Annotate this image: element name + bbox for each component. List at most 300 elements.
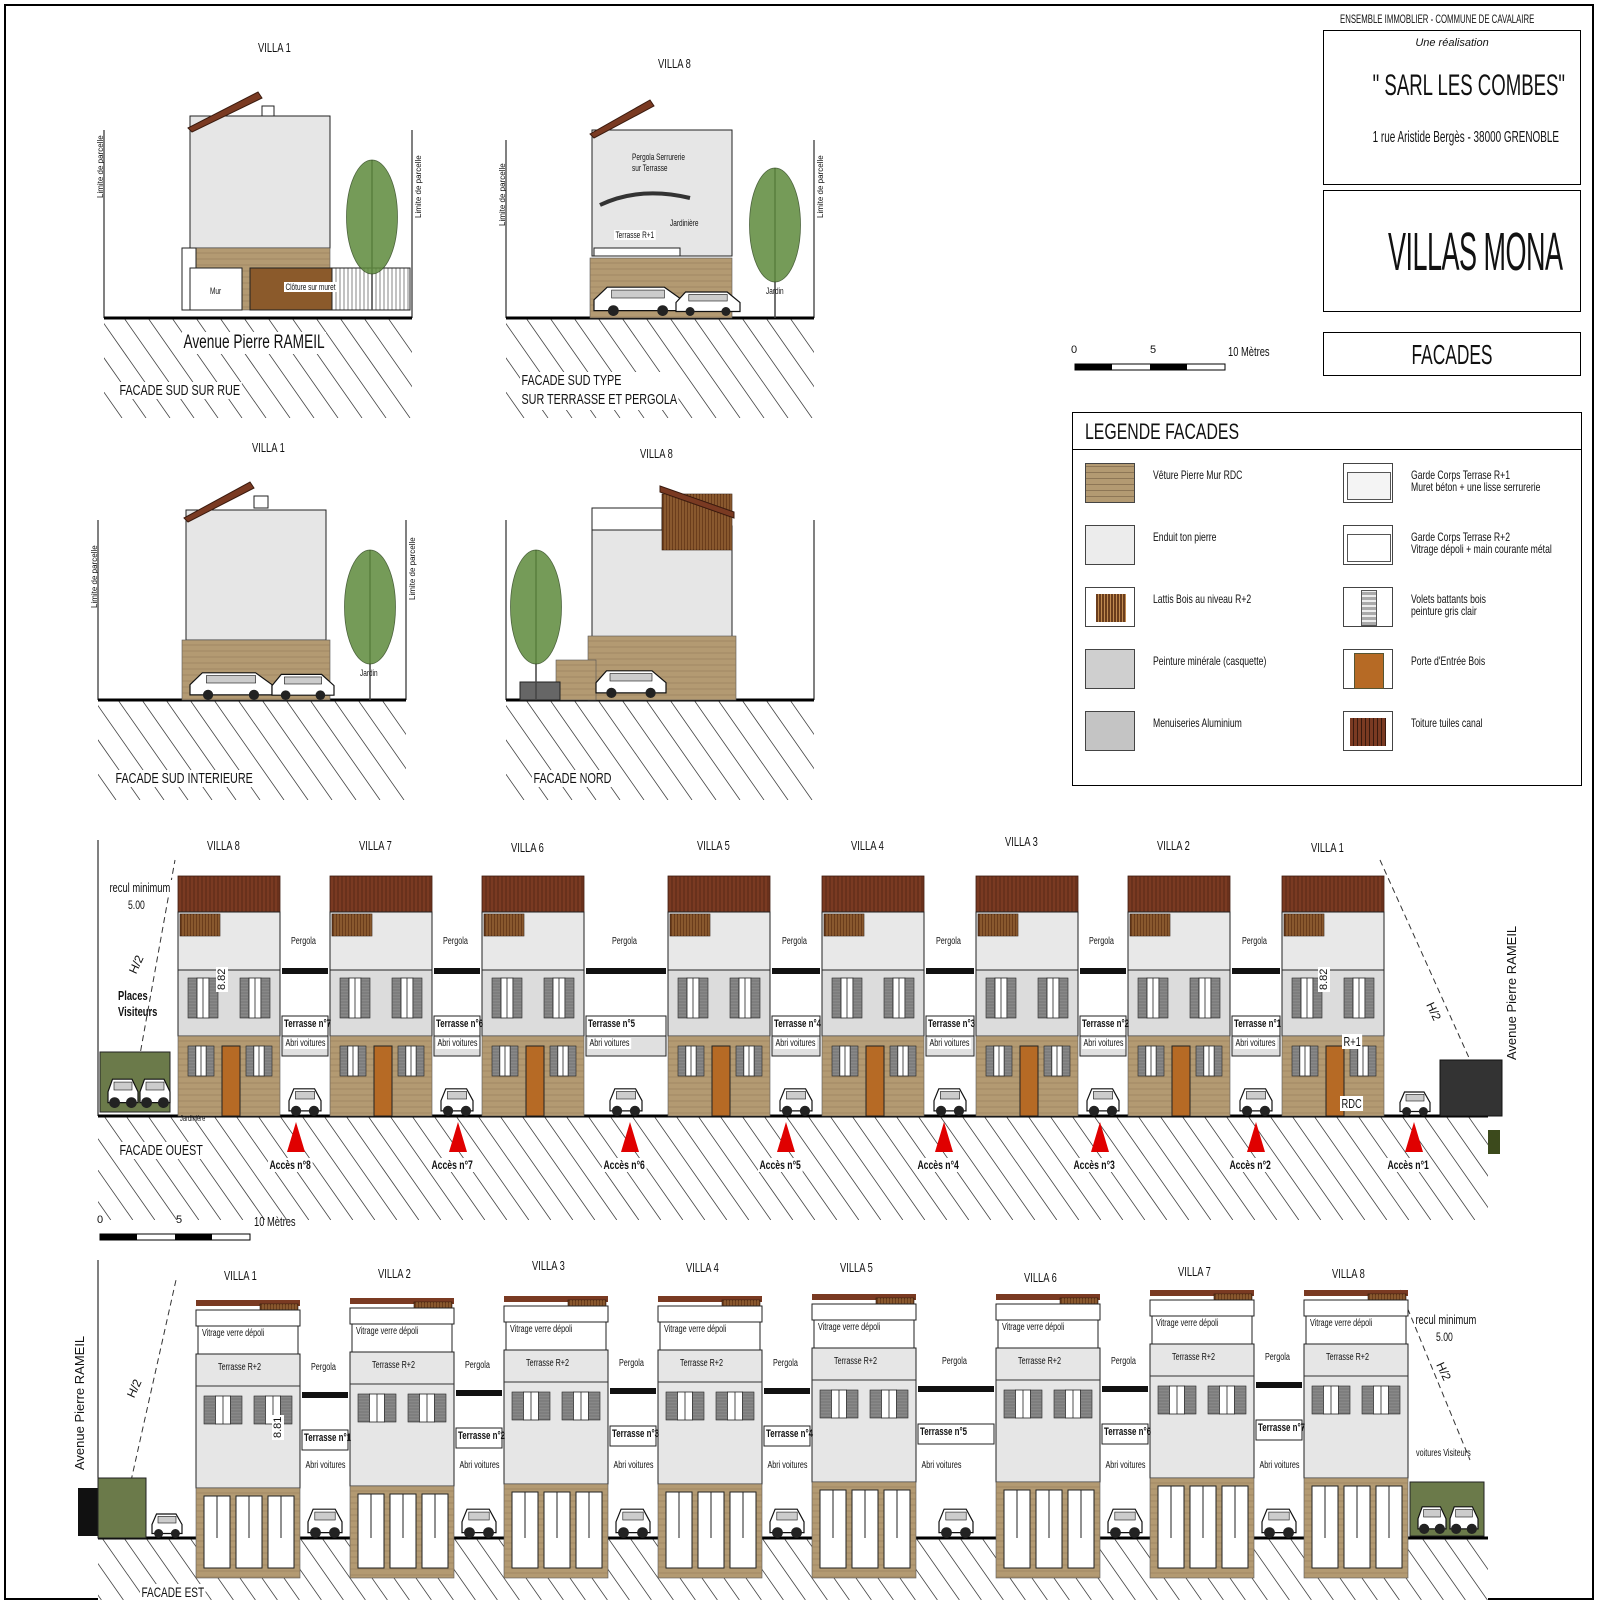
roof-tiles	[178, 876, 280, 912]
pergola-bar	[456, 1390, 502, 1396]
hatch-line	[406, 318, 476, 418]
pergola-label: Pergola	[1089, 936, 1114, 947]
window-with-shutters	[204, 1396, 242, 1424]
glass-rail	[1150, 1300, 1254, 1316]
car	[1108, 1509, 1142, 1538]
legend-swatch-alu	[1085, 711, 1135, 751]
window-with-shutters	[1350, 1046, 1376, 1076]
terrasse-r2-label: Terrasse R+2	[218, 1362, 262, 1373]
villa-block	[504, 1296, 608, 1578]
hatch-line	[430, 700, 500, 800]
vitrage-label: Vitrage verre dépoli	[356, 1326, 419, 1337]
sheet-title-box	[1323, 332, 1581, 376]
villa-title: VILLA 4	[686, 1260, 719, 1275]
window-with-shutters	[666, 1392, 704, 1420]
elev1-villa-title: VILLA 1	[258, 40, 291, 55]
window-with-shutters	[1158, 1386, 1196, 1414]
entry-door	[1172, 1046, 1190, 1116]
entry-door	[1020, 1046, 1038, 1116]
hatch-line	[0, 1116, 67, 1220]
roof-tiles	[668, 876, 770, 912]
car-wheel	[1242, 1106, 1252, 1116]
chimney	[262, 106, 274, 116]
car-window	[469, 1512, 489, 1520]
hatch-line	[1512, 1116, 1585, 1220]
roof-tiles	[1128, 876, 1230, 912]
terrasse-r2-label: Terrasse R+2	[372, 1360, 416, 1371]
car-window	[295, 1092, 314, 1099]
jardiniere-label: Jardinière	[180, 1114, 206, 1123]
roof-tiles	[1282, 876, 1384, 912]
hatch-line	[1532, 1538, 1575, 1600]
ground-elev-4	[406, 700, 840, 800]
car-wheel	[443, 1106, 453, 1116]
entry-door	[374, 1046, 392, 1116]
hatch-line	[58, 1538, 101, 1600]
window-with-shutters	[832, 1046, 858, 1076]
visitors-label: voitures Visiteurs	[1416, 1448, 1471, 1459]
villa-title: VILLA 8	[1332, 1266, 1365, 1281]
window-with-shutters	[870, 1390, 908, 1418]
pergola-bar	[926, 968, 974, 974]
car-window	[447, 1092, 466, 1099]
pergola-label: Pergola	[1242, 936, 1267, 947]
car-window	[1115, 1512, 1135, 1520]
pergola-label: Pergola	[465, 1360, 490, 1371]
access-label: Accès n°7	[431, 1158, 473, 1172]
hatch-line	[838, 700, 840, 800]
recul-value: 5.00	[1436, 1330, 1453, 1344]
ground-elev-3	[0, 700, 572, 800]
terrasse-r2-label: Terrasse R+2	[526, 1358, 570, 1369]
car	[939, 1509, 973, 1538]
hatch-line	[406, 700, 476, 800]
access-label: Accès n°1	[1387, 1158, 1429, 1172]
car-wheel	[800, 1106, 810, 1116]
terrace-label: Terrasse R+1	[615, 230, 655, 240]
car-wheel	[1402, 1107, 1411, 1116]
legend-title: LEGENDE FACADES	[1085, 419, 1240, 444]
car-wheel	[1283, 1527, 1294, 1538]
roof-tiles	[976, 876, 1078, 912]
glass-rail	[1304, 1300, 1408, 1316]
villa-block	[996, 1294, 1100, 1578]
window-with-shutters	[1312, 1386, 1350, 1414]
villa-render-wall	[186, 510, 326, 640]
h2-slope-line	[1380, 860, 1470, 1060]
car-wheel	[171, 1529, 180, 1538]
window-with-shutters	[1190, 978, 1220, 1018]
roof-base	[482, 876, 584, 912]
villa-block	[1304, 1290, 1408, 1578]
window-with-shutters	[512, 1392, 550, 1420]
elev2-villa-title: VILLA 8	[658, 56, 691, 71]
vitrage-label: Vitrage verre dépoli	[1310, 1318, 1373, 1329]
scale-mid-5: 5	[176, 1214, 183, 1226]
vitrage-label: Vitrage verre dépoli	[510, 1324, 573, 1335]
abri-label: Abri voitures	[305, 1460, 346, 1471]
terrace-label: Terrasse n°2	[458, 1430, 506, 1442]
car-window	[146, 1082, 164, 1090]
roof-base	[330, 876, 432, 912]
r1-label: R+1	[1343, 1034, 1361, 1049]
legend-label: Menuiseries Aluminium	[1153, 716, 1242, 730]
roof-tiles	[482, 876, 584, 912]
window-with-shutters	[246, 1046, 272, 1076]
car-wheel	[646, 688, 656, 698]
stone-cladding	[556, 660, 596, 700]
pergola-bar	[918, 1386, 994, 1392]
est-caption: FACADE EST	[141, 1584, 205, 1600]
abri-label: Abri voitures	[437, 1038, 478, 1049]
entry-door	[866, 1046, 884, 1116]
legend-label: Garde Corps Terrase R+1 Muret béton + une lisse serrurerie	[1411, 468, 1541, 494]
wood-lattice	[1130, 914, 1170, 936]
vitrage-label: Vitrage verre dépoli	[818, 1322, 881, 1333]
villa-title: VILLA 7	[1178, 1264, 1211, 1279]
terrace-label: Terrasse n°7	[284, 1018, 332, 1030]
car-wheel	[1264, 1527, 1275, 1538]
car	[1087, 1089, 1119, 1116]
terrace-label: Terrasse n°5	[588, 1018, 636, 1030]
car	[616, 1509, 650, 1538]
pergola-bar	[1232, 968, 1280, 974]
pergola-bar	[772, 968, 820, 974]
window-with-shutters	[730, 978, 760, 1018]
car	[1400, 1092, 1430, 1116]
parcel-limit-label: Limite de parcelle	[498, 163, 507, 226]
car-wheel	[1451, 1524, 1461, 1534]
villa-title: VILLA 1	[224, 1268, 257, 1283]
height-label: 8.82	[1318, 968, 1330, 990]
car-wheel	[309, 1106, 319, 1116]
hatch-line	[22, 700, 92, 800]
jardin-label: Jardin	[766, 286, 784, 296]
street-hedge	[1440, 1060, 1502, 1116]
window-with-shutters	[832, 978, 862, 1018]
window-with-shutters	[408, 1394, 446, 1422]
tree-crown	[347, 160, 398, 274]
window-with-shutters	[1004, 1390, 1042, 1418]
villa-block	[1282, 876, 1384, 1116]
car-wheel	[772, 1527, 783, 1538]
window-with-shutters	[1138, 978, 1168, 1018]
terrace-label: Terrasse n°4	[774, 1018, 822, 1030]
access-label: Accès n°6	[603, 1158, 645, 1172]
scale-bar-graphic	[1070, 360, 1232, 376]
car-wheel	[483, 1527, 494, 1538]
pergola-bar	[586, 968, 666, 974]
car	[289, 1089, 321, 1116]
car	[934, 1089, 966, 1116]
car	[770, 1509, 804, 1538]
window-with-shutters	[544, 978, 574, 1018]
roof-base	[668, 876, 770, 912]
street-curb	[1488, 1130, 1500, 1154]
scale-mid-10: 10 Mètres	[254, 1214, 296, 1229]
hatch-line	[1510, 1538, 1553, 1600]
car-window	[284, 677, 321, 684]
car-wheel	[461, 1106, 471, 1116]
terrace-label: Terrasse n°7	[1258, 1422, 1306, 1434]
abri-label: Abri voitures	[589, 1038, 630, 1049]
villa-block	[178, 876, 280, 1116]
car-window	[1424, 1510, 1441, 1517]
villa-title: VILLA 7	[359, 838, 392, 853]
access-label: Accès n°2	[1229, 1158, 1271, 1172]
abri-label: Abri voitures	[767, 1460, 808, 1471]
terrace-label: Terrasse n°5	[920, 1426, 968, 1438]
elev3-caption: FACADE SUD INTERIEURE	[115, 770, 253, 787]
car-window	[315, 1512, 335, 1520]
legend-label: Garde Corps Terrase R+2 Vitrage dépoli + main courante métal	[1411, 530, 1552, 556]
pergola-bar	[764, 1388, 810, 1394]
abri-label: Abri voitures	[1105, 1460, 1146, 1471]
window-with-shutters	[340, 1046, 366, 1076]
jardiniere-label: Jardinière	[670, 218, 699, 228]
legend-swatch-gc2	[1343, 525, 1393, 565]
window-with-shutters	[986, 1046, 1012, 1076]
car-wheel	[1435, 1524, 1445, 1534]
glass-rail	[812, 1304, 916, 1320]
window-with-shutters	[240, 978, 270, 1018]
car-window	[777, 1512, 797, 1520]
pergola-bar	[1080, 968, 1126, 974]
company-address: 1 rue Aristide Bergès - 38000 GRENOBLE	[1372, 129, 1560, 146]
villa-title: VILLA 6	[1024, 1270, 1057, 1285]
villa-block	[196, 1300, 300, 1578]
window-with-shutters	[890, 1046, 916, 1076]
terrace-label: Terrasse n°4	[766, 1428, 814, 1440]
hatch-line	[36, 1538, 79, 1600]
stone-base	[556, 660, 596, 700]
car-wheel	[109, 1097, 120, 1108]
pergola-label: Pergola	[619, 1358, 644, 1369]
terrasse-r2-label: Terrasse R+2	[1326, 1352, 1370, 1363]
scale-label-10: 10 Mètres	[1228, 344, 1270, 359]
car-wheel	[203, 690, 213, 700]
entry-door	[526, 1046, 544, 1116]
legend-label: Toiture tuiles canal	[1411, 716, 1483, 730]
car-window	[1269, 1512, 1289, 1520]
upper-terrace	[592, 508, 662, 530]
car-wheel	[612, 1106, 622, 1116]
pergola-label: Pergola	[773, 1358, 798, 1369]
window-with-shutters	[884, 978, 914, 1018]
car-wheel	[310, 1527, 321, 1538]
pergola-bar	[282, 968, 328, 974]
car	[462, 1509, 496, 1538]
villa-title: VILLA 2	[378, 1266, 411, 1281]
pergola-label: Pergola	[612, 936, 637, 947]
hatch-line	[28, 318, 98, 418]
hatch-line	[412, 318, 482, 418]
villa-block	[350, 1298, 454, 1578]
window-with-shutters	[358, 1394, 396, 1422]
pergola-label: Pergola Serrurerie sur Terrasse	[632, 152, 685, 174]
project-line: ENSEMBLE IMMOBLIER - COMMUNE DE CAVALAIRE	[1340, 12, 1535, 26]
car	[610, 1089, 642, 1116]
hatch-line	[430, 318, 500, 418]
abri-label: Abri voitures	[1259, 1460, 1300, 1471]
window-with-shutters	[1138, 1046, 1164, 1076]
pergola-label: Pergola	[1265, 1352, 1290, 1363]
realisation-label: Une réalisation	[1415, 37, 1489, 49]
terrace-label: Terrasse n°3	[612, 1428, 660, 1440]
car-wheel	[1129, 1527, 1140, 1538]
window-with-shutters	[716, 1392, 754, 1420]
legend-label: Volets battants bois peinture gris clair	[1411, 592, 1486, 618]
wood-lattice	[332, 914, 372, 936]
pergola-label: Pergola	[1111, 1356, 1136, 1367]
legend-label: Vêture Pierre Mur RDC	[1153, 468, 1243, 482]
legend-swatch-roof	[1343, 711, 1393, 751]
window-with-shutters	[340, 978, 370, 1018]
glass-rail	[504, 1306, 608, 1322]
wood-lattice	[1284, 914, 1324, 936]
terrace-label: Terrasse n°3	[928, 1018, 976, 1030]
terrace-label: Terrasse n°6	[1104, 1426, 1152, 1438]
window-with-shutters	[1292, 1046, 1318, 1076]
pergola-bar	[610, 1388, 656, 1394]
villa-title: VILLA 3	[1005, 834, 1038, 849]
street-hedge	[78, 1488, 98, 1536]
car-wheel	[1110, 1527, 1121, 1538]
project-name: VILLAS MONA	[1388, 222, 1563, 282]
company-name: " SARL LES COMBES"	[1372, 69, 1566, 102]
access-label: Accès n°8	[269, 1158, 311, 1172]
car-wheel	[606, 688, 616, 698]
legend-swatch-shutter	[1343, 587, 1393, 627]
villa-title: VILLA 6	[511, 840, 544, 855]
legend-label: Lattis Bois au niveau R+2	[1153, 592, 1252, 606]
wood-lattice	[978, 914, 1018, 936]
tree-crown	[750, 168, 801, 282]
window-with-shutters	[398, 1046, 424, 1076]
window-with-shutters	[1344, 978, 1374, 1018]
window-with-shutters	[392, 978, 422, 1018]
window-with-shutters	[492, 978, 522, 1018]
legend-label: Porte d'Entrée Bois	[1411, 654, 1486, 668]
hatch-line	[814, 318, 840, 418]
recul-label: recul minimum	[1415, 1312, 1477, 1327]
terrace-label: Terrasse n°1	[304, 1432, 352, 1444]
pergola-label: Pergola	[311, 1362, 336, 1373]
car-wheel	[1467, 1524, 1477, 1534]
window-with-shutters	[1054, 1390, 1092, 1418]
villa-title: VILLA 5	[840, 1260, 873, 1275]
hatch-line	[1534, 1116, 1600, 1220]
hatch-line	[436, 318, 506, 418]
vitrage-label: Vitrage verre dépoli	[1002, 1322, 1065, 1333]
car	[441, 1089, 473, 1116]
car-window	[610, 674, 652, 681]
villa-render-wall	[190, 116, 330, 248]
car-wheel	[141, 1097, 152, 1108]
tree	[511, 550, 562, 700]
parcel-limit-label: Limite de parcelle	[816, 155, 825, 218]
parcel-limit-label: Limite de parcelle	[96, 135, 105, 198]
car-window	[612, 290, 665, 298]
visitors-label: Places Visiteurs	[118, 988, 158, 1020]
car	[780, 1089, 812, 1116]
car-wheel	[1107, 1106, 1117, 1116]
vitrage-label: Vitrage verre dépoli	[1156, 1318, 1219, 1329]
abri-label: Abri voitures	[921, 1460, 962, 1471]
car-wheel	[329, 1527, 340, 1538]
pergola-bar	[1102, 1386, 1148, 1392]
window-with-shutters	[1044, 1046, 1070, 1076]
pergola-label: Pergola	[443, 936, 468, 947]
company-box	[1323, 30, 1581, 185]
recul-value: 5.00	[128, 898, 145, 912]
car-wheel	[1419, 1524, 1429, 1534]
villa-block	[330, 876, 432, 1116]
roof-base	[976, 876, 1078, 912]
legend-swatch-lattice	[1085, 587, 1135, 627]
villa-title: VILLA 1	[1311, 840, 1344, 855]
abri-label: Abri voitures	[459, 1460, 500, 1471]
abri-label: Abri voitures	[1083, 1038, 1124, 1049]
street-label: Avenue Pierre RAMEIL	[1504, 925, 1519, 1060]
car	[308, 1509, 342, 1538]
hatch-line	[1556, 1116, 1600, 1220]
scale-label-0: 0	[1071, 344, 1078, 356]
window-with-shutters	[188, 978, 218, 1018]
villa-title: VILLA 2	[1157, 838, 1190, 853]
window-with-shutters	[1038, 978, 1068, 1018]
car-wheel	[1089, 1106, 1099, 1116]
car-wheel	[126, 1097, 137, 1108]
hatch-line	[4, 318, 74, 418]
legend-box	[1072, 412, 1582, 786]
car-wheel	[281, 690, 291, 700]
terrasse-r2-label: Terrasse R+2	[1018, 1356, 1062, 1367]
car-window	[206, 676, 255, 683]
legend-swatch-door	[1343, 649, 1393, 689]
elev1-caption: FACADE SUD SUR RUE	[119, 382, 241, 399]
glass-rail	[658, 1306, 762, 1322]
car-window	[946, 1512, 966, 1520]
car-wheel	[464, 1527, 475, 1538]
glass-rail	[196, 1310, 300, 1326]
terrace-label: Terrasse n°1	[1234, 1018, 1282, 1030]
car-window	[786, 1092, 805, 1099]
wood-lattice	[824, 914, 864, 936]
terrasse-r2-label: Terrasse R+2	[1172, 1352, 1216, 1363]
window-with-shutters	[986, 978, 1016, 1018]
parcel-limit-label: Limite de parcelle	[408, 537, 417, 600]
roof-base	[178, 876, 280, 912]
roof-base	[822, 876, 924, 912]
car	[152, 1514, 182, 1538]
car-wheel	[291, 1106, 301, 1116]
pergola-bar	[434, 968, 480, 974]
cloture-label: Clôture sur muret	[285, 282, 336, 292]
terrasse-r2-label: Terrasse R+2	[680, 1358, 724, 1369]
terrace-rail	[594, 248, 680, 256]
project-name-box	[1323, 190, 1581, 312]
car-wheel	[618, 1527, 629, 1538]
roof-tiles	[330, 876, 432, 912]
legend-swatch-stone	[1085, 463, 1135, 503]
legend-label: Peinture minérale (casquette)	[1153, 654, 1267, 668]
car-wheel	[941, 1527, 952, 1538]
window-with-shutters	[1208, 1386, 1246, 1414]
entry-door	[222, 1046, 240, 1116]
pergola-label: Pergola	[942, 1356, 967, 1367]
height-label: 8.81	[272, 1416, 284, 1438]
